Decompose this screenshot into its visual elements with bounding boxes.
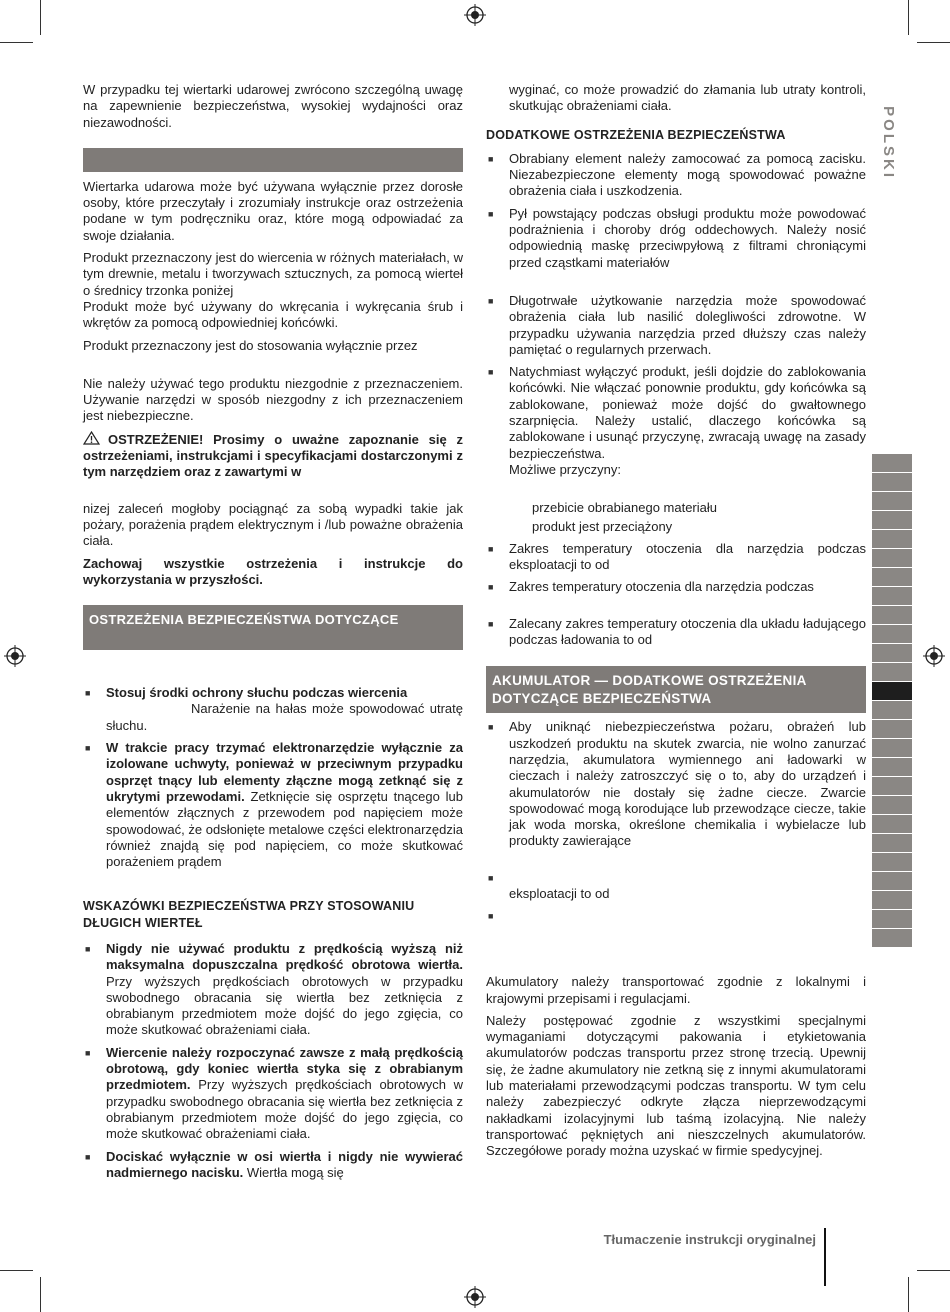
list-item: ■ Stosuj środki ochrony słuchu podczas wiercenia Narażenie na hałas może spowodować utratę słuchu. bbox=[85, 685, 463, 733]
warning-text: OSTRZEŻENIE! Prosimy o uważne zapoznanie się z ostrzeżeniami, instrukcjami i specyfikacjami dostarczonymi z tym narzędziem oraz z zawartymi w bbox=[83, 431, 463, 480]
bullet-icon: ■ bbox=[488, 367, 494, 378]
subsection-heading: DODATKOWE OSTRZEŻENIA BEZPIECZEŃSTWA bbox=[486, 127, 786, 142]
list-item: ■ Aby uniknąć niebezpieczeństwa pożaru, obrażeń lub uszkodzeń produktu na skutek zwarcia, nie wolno zanurzać narzędzia, akumulatora wymiennego ani ładowarki w cieczach i należy zatroszczyć się o to, aby do urządzeń i akumulatorów nie dostały się żadne ciecze. Zwarcie spowodować mogą korodujące lub przewodzące ciecze, takie jak woda morska, określone chemikalia i wybielacze lub produkty zawierające bbox=[488, 719, 866, 849]
bullet-icon: ■ bbox=[488, 153, 494, 164]
list-item: ■ Wiercenie należy rozpoczynać zawsze z małą prędkością obrotową, gdy koniec wiertła styka się z obrabianym przedmiotem. Przy wyższych prędkościach obrotowych w przypadku swobodnego obracania się wiertła bez zetknięcia z obrabianym przedmiotem może dojść do jego zgięcia, co może skutkować obrażeniami ciała. bbox=[85, 1044, 463, 1142]
section-header bbox=[486, 666, 866, 713]
list-item: ■ Długotrwałe użytkowanie narzędzia może spowodować obrażenia ciała lub nasilić dolegliwości zdrowotne. W przypadku używania narzędzia przed dłuższy czas należy pamiętać o regularnych przerwach. bbox=[488, 292, 866, 357]
paragraph: Produkt przeznaczony jest do stosowania wyłącznie przez bbox=[83, 337, 418, 353]
subsection-heading: WSKAZÓWKI BEZPIECZEŃSTWA PRZY STOSOWANIU DŁUGICH WIERTEŁ bbox=[83, 899, 415, 930]
list-item: ■ Zalecany zakres temperatury otoczenia dla układu ładującego podczas ładowania to od bbox=[488, 615, 866, 648]
bullet-icon: ■ bbox=[488, 911, 494, 922]
section-header-text: AKUMULATOR — DODATKOWE OSTRZEŻENIA DOTYCZĄCE BEZPIECZEŃSTWA bbox=[492, 673, 807, 707]
right-column bbox=[486, 82, 866, 1166]
language-tab-active bbox=[872, 681, 912, 700]
cause-item: przebicie obrabianego materiału bbox=[532, 500, 718, 516]
bullet-icon: ■ bbox=[488, 722, 494, 733]
crop-mark bbox=[0, 42, 33, 43]
registration-mark-icon bbox=[923, 645, 945, 667]
footer-rule bbox=[824, 1228, 826, 1286]
bullet-icon: ■ bbox=[488, 295, 494, 306]
list-item: ■ W trakcie pracy trzymać elektronarzędzie wyłącznie za izolowane uchwyty, ponieważ w przeciwnym przypadku osprzęt tnący lub elementy złączne mogą zetknąć się z ukrytymi przewodami. Zetknięcie się osprzętu tnącego lub elementów złącznych z przewodem pod napięciem może spowodować, że odsłonięte metalowe części elektronarzędzia również znajdą się pod napięciem, co może skutkować porażeniem prądem bbox=[85, 740, 463, 870]
paragraph: wyginać, co może prowadzić do złamania lub utraty kontroli, skutkując obrażeniami ciała. bbox=[509, 82, 866, 114]
left-column bbox=[83, 82, 463, 1187]
bullet-icon: ■ bbox=[85, 943, 91, 954]
list-item: ■ Pył powstający podczas obsługi produktu może powodować podrażnienia i choroby dróg oddechowych. Należy nosić odpowiednią maskę przeciwpyłową z filtrami chroniącymi przed cząstkami materiałów bbox=[488, 205, 866, 270]
list-item: ■ eksploatacji to od bbox=[486, 870, 866, 903]
cause-list bbox=[486, 500, 866, 535]
section-header-empty bbox=[83, 148, 463, 172]
paragraph: Należy postępować zgodnie z wszystkimi specjalnymi wymaganiami dotyczącymi pakowania i etykietowania akumulatorów podczas transportu przez stronę trzecią. Upewnij się, że żadne akumulatory nie zetkną się z innymi akumulatorami lub materiałami przewodzącymi podczas transportu. W tym celu należy zabezpieczyć odkryte złącza nieprzewodzącymi nakładkami izolacyjnymi lub taśmą izolacyjną. Nie należy transportować pękniętych ani nieszczelnych akumulatorów. Szczegółowe porady można uzyskać w firmie spedycyjnej. bbox=[486, 1012, 866, 1159]
list-item: ■ Zakres temperatury otoczenia dla narzędzia podczas eksploatacji to od bbox=[488, 540, 866, 573]
crop-mark bbox=[40, 1277, 41, 1312]
bullet-icon: ■ bbox=[85, 1047, 91, 1058]
intro-paragraph: W przypadku tej wiertarki udarowej zwrócono szczególną uwagę na zapewnienie bezpieczeństwa, wysokiej wydajności oraz niezawodności. bbox=[83, 82, 463, 130]
paragraph: nizej zaleceń mogłoby pociągnąć za sobą wypadki takie jak pożary, porażenia prądem elektrycznym i /lub poważne obrażenia ciała. bbox=[83, 500, 463, 549]
paragraph: Produkt przeznaczony jest do wiercenia w różnych materiałach, w tym drewnie, metalu i tworzywach sztucznych, za pomocą wierteł o średnicy trzonka poniżej bbox=[83, 250, 463, 298]
language-label: POLSKI bbox=[880, 106, 898, 180]
crop-mark bbox=[40, 0, 41, 35]
section-header bbox=[83, 605, 463, 650]
list-item bbox=[486, 908, 866, 924]
bullet-icon: ■ bbox=[488, 543, 494, 554]
paragraph: Produkt może być używany do wkręcania i wykręcania śrub i wkrętów za pomocą odpowiedniej końcówki. bbox=[83, 298, 463, 331]
list-item: ■ Dociskać wyłącznie w osi wiertła i nigdy nie wywierać nadmiernego nacisku. Wiertła mogą się bbox=[85, 1148, 463, 1180]
bullet-icon: ■ bbox=[488, 582, 494, 593]
paragraph: Nie należy używać tego produktu niezgodnie z przeznaczeniem. Używanie narzędzi w sposób niezgodny z ich przeznaczeniem jest niebezpieczne. bbox=[83, 375, 463, 424]
crop-mark bbox=[917, 42, 950, 43]
footer-text: Tłumaczenie instrukcji oryginalnej bbox=[603, 1232, 816, 1247]
list-item: ■ Nigdy nie używać produktu z prędkością wyższą niż maksymalna dopuszczalna prędkość obrotowa wiertła. Przy wyższych prędkościach obrotowych w przypadku swobodnego obracania się wiertła bez zetknięcia z obrabianym przedmiotem może dojść do jego zgięcia, co może skutkować obrażeniami ciała. bbox=[85, 940, 463, 1038]
cause-item: produkt jest przeciążony bbox=[532, 518, 673, 534]
crop-mark bbox=[917, 1270, 950, 1271]
warning-triangle-icon bbox=[83, 431, 100, 445]
keep-instructions: Zachowaj wszystkie ostrzeżenia i instrukcje do wykorzystania w przyszłości. bbox=[83, 555, 463, 587]
registration-mark-icon bbox=[464, 1286, 486, 1308]
bullet-icon: ■ bbox=[85, 743, 91, 754]
list-item: ■ Obrabiany element należy zamocować za pomocą zacisku. Niezabezpieczone elementy mogą spowodować poważne obrażenia ciała i uszkodzenia. bbox=[488, 150, 866, 199]
list-item: ■ Natychmiast wyłączyć produkt, jeśli dojdzie do zablokowania końcówki. Nie włączać ponownie produktu, gdy końcówka są zablokowane, ponieważ może dojść do gwałtownego szarpnięcia. Należy ustalić, dlaczego końcówka są zablokowane i usunąć przyczynę, zwracają uwagę na zasady bezpieczeństwa. Możliwe przyczyny: bbox=[488, 364, 866, 477]
bullet-icon: ■ bbox=[488, 618, 494, 629]
list-item: ■ Zakres temperatury otoczenia dla narzędzia podczas bbox=[488, 579, 814, 595]
warning-block bbox=[83, 431, 463, 481]
bullet-icon: ■ bbox=[85, 688, 91, 699]
bullet-icon: ■ bbox=[85, 1151, 91, 1162]
registration-mark-icon bbox=[4, 645, 26, 667]
registration-mark-icon bbox=[464, 4, 486, 26]
section-header-text: OSTRZEŻENIA BEZPIECZEŃSTWA DOTYCZĄCE bbox=[89, 612, 399, 628]
crop-mark bbox=[0, 1270, 33, 1271]
crop-mark bbox=[908, 0, 909, 35]
bullet-icon: ■ bbox=[488, 872, 494, 883]
paragraph: Wiertarka udarowa może być używana wyłącznie przez dorosłe osoby, które przeczytały i zrozumiały instrukcje oraz ostrzeżenia podane w tym podręczniku oraz, które mogą odpowiadać za swoje działania. bbox=[83, 178, 463, 243]
bullet-icon: ■ bbox=[488, 208, 494, 219]
crop-mark bbox=[908, 1277, 909, 1312]
paragraph: Akumulatory należy transportować zgodnie z lokalnymi i krajowymi przepisami i regulacjami. bbox=[486, 974, 866, 1006]
